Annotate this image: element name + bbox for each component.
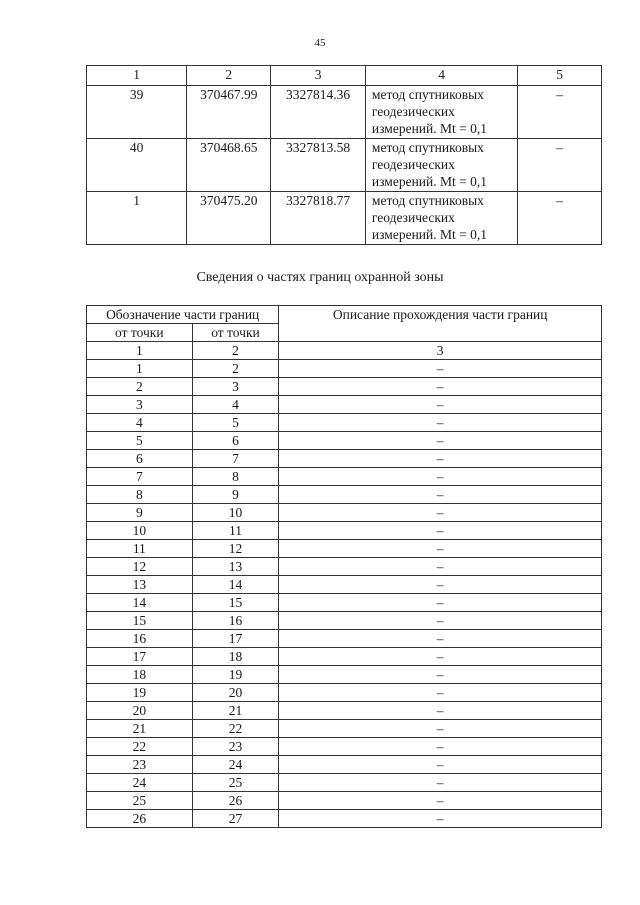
- from-point-cell: 24: [87, 774, 193, 792]
- to-point-cell: 10: [192, 504, 279, 522]
- description-cell: –: [279, 378, 602, 396]
- boundary-parts-table: [86, 305, 602, 828]
- method-line: геодезических: [371, 104, 455, 119]
- from-point-cell: 18: [87, 666, 193, 684]
- method-line: геодезических: [371, 157, 455, 172]
- from-point-cell: 13: [87, 576, 193, 594]
- description-cell: –: [279, 630, 602, 648]
- to-point-cell: 6: [192, 432, 279, 450]
- method-line: геодезических: [371, 210, 455, 225]
- numbering-cell: 1: [87, 342, 193, 360]
- from-point-cell: 26: [87, 810, 193, 828]
- from-point-cell: 7: [87, 468, 193, 486]
- numbering-cell: 2: [192, 342, 279, 360]
- method-line: измерений. Mt = 0,1: [371, 227, 487, 242]
- description-cell: –: [279, 486, 602, 504]
- table-row: [87, 504, 602, 522]
- to-point-cell: 14: [192, 576, 279, 594]
- point-number-cell: 39: [87, 86, 187, 139]
- header-cell: 1: [87, 66, 187, 86]
- table-row: [87, 450, 602, 468]
- table-row: [87, 594, 602, 612]
- from-point-cell: 12: [87, 558, 193, 576]
- to-point-cell: 25: [192, 774, 279, 792]
- table-row: [87, 648, 602, 666]
- to-point-cell: 12: [192, 540, 279, 558]
- from-point-cell: 17: [87, 648, 193, 666]
- x-coordinate-cell: 370467.99: [187, 86, 271, 139]
- method-line: метод спутниковых: [371, 87, 484, 102]
- description-cell: –: [279, 792, 602, 810]
- from-point-cell: 5: [87, 432, 193, 450]
- numbering-cell: 3: [279, 342, 602, 360]
- table-row: [87, 396, 602, 414]
- table-row: [87, 540, 602, 558]
- from-point-cell: 9: [87, 504, 193, 522]
- description-cell: –: [279, 522, 602, 540]
- description-cell: –: [279, 504, 602, 522]
- note-cell: –: [518, 192, 602, 245]
- point-number-cell: 40: [87, 139, 187, 192]
- to-point-cell: 26: [192, 792, 279, 810]
- header-from-cell: от точки: [87, 324, 193, 342]
- table-row: [87, 756, 602, 774]
- description-cell: –: [279, 576, 602, 594]
- from-point-cell: 19: [87, 684, 193, 702]
- table-row: [87, 702, 602, 720]
- description-cell: –: [279, 558, 602, 576]
- section-title: Сведения о частях границ охранной зоны: [196, 270, 444, 285]
- description-cell: –: [279, 432, 602, 450]
- y-coordinate-cell: 3327813.58: [271, 139, 366, 192]
- to-point-cell: 21: [192, 702, 279, 720]
- table-row: [87, 522, 602, 540]
- from-point-cell: 4: [87, 414, 193, 432]
- from-point-cell: 11: [87, 540, 193, 558]
- table-row: [87, 576, 602, 594]
- description-cell: –: [279, 810, 602, 828]
- y-coordinate-cell: 3327818.77: [271, 192, 366, 245]
- table-row: [87, 468, 602, 486]
- description-cell: –: [279, 648, 602, 666]
- to-point-cell: 13: [192, 558, 279, 576]
- point-number-cell: 1: [87, 192, 187, 245]
- table-row: [87, 378, 602, 396]
- to-point-cell: 5: [192, 414, 279, 432]
- to-point-cell: 7: [192, 450, 279, 468]
- method-line: измерений. Mt = 0,1: [371, 121, 487, 136]
- description-cell: –: [279, 414, 602, 432]
- from-point-cell: 20: [87, 702, 193, 720]
- to-point-cell: 19: [192, 666, 279, 684]
- header-cell: 3: [271, 66, 366, 86]
- note-cell: –: [518, 139, 602, 192]
- table-row: [87, 612, 602, 630]
- table-row: [87, 86, 602, 139]
- from-point-cell: 15: [87, 612, 193, 630]
- description-cell: –: [279, 756, 602, 774]
- table-row: [87, 738, 602, 756]
- to-point-cell: 24: [192, 756, 279, 774]
- method-cell: [365, 86, 517, 139]
- page-number: 45: [314, 37, 326, 49]
- to-point-cell: 27: [192, 810, 279, 828]
- table-row: [87, 666, 602, 684]
- method-cell: [365, 139, 517, 192]
- coordinates-table: [86, 65, 602, 245]
- description-cell: –: [279, 612, 602, 630]
- table-header-row: [87, 306, 602, 324]
- to-point-cell: 2: [192, 360, 279, 378]
- from-point-cell: 22: [87, 738, 193, 756]
- table-row: [87, 432, 602, 450]
- description-cell: –: [279, 720, 602, 738]
- from-point-cell: 3: [87, 396, 193, 414]
- table-row: [87, 792, 602, 810]
- header-cell: 2: [187, 66, 271, 86]
- method-cell: [365, 192, 517, 245]
- header-cell: 5: [518, 66, 602, 86]
- x-coordinate-cell: 370475.20: [187, 192, 271, 245]
- description-cell: –: [279, 594, 602, 612]
- table-row: [87, 139, 602, 192]
- description-cell: –: [279, 774, 602, 792]
- header-cell: 4: [365, 66, 517, 86]
- header-group-cell: Обозначение части границ: [87, 306, 279, 324]
- table-row: [87, 720, 602, 738]
- description-cell: –: [279, 360, 602, 378]
- header-desc-cell: Описание прохождения части границ: [279, 306, 602, 342]
- x-coordinate-cell: 370468.65: [187, 139, 271, 192]
- description-cell: –: [279, 450, 602, 468]
- from-point-cell: 23: [87, 756, 193, 774]
- from-point-cell: 16: [87, 630, 193, 648]
- table-row: [87, 414, 602, 432]
- header-to-cell: от точки: [192, 324, 279, 342]
- description-cell: –: [279, 702, 602, 720]
- table-row: [87, 192, 602, 245]
- table-row: [87, 360, 602, 378]
- to-point-cell: 8: [192, 468, 279, 486]
- table-row: [87, 684, 602, 702]
- table-row: [87, 774, 602, 792]
- y-coordinate-cell: 3327814.36: [271, 86, 366, 139]
- method-line: измерений. Mt = 0,1: [371, 174, 487, 189]
- to-point-cell: 23: [192, 738, 279, 756]
- to-point-cell: 11: [192, 522, 279, 540]
- from-point-cell: 6: [87, 450, 193, 468]
- from-point-cell: 1: [87, 360, 193, 378]
- description-cell: –: [279, 666, 602, 684]
- description-cell: –: [279, 738, 602, 756]
- table-header-row: [87, 66, 602, 86]
- description-cell: –: [279, 468, 602, 486]
- method-line: метод спутниковых: [371, 193, 484, 208]
- numbering-row: [87, 342, 602, 360]
- to-point-cell: 4: [192, 396, 279, 414]
- table-row: [87, 558, 602, 576]
- description-cell: –: [279, 684, 602, 702]
- to-point-cell: 9: [192, 486, 279, 504]
- to-point-cell: 17: [192, 630, 279, 648]
- from-point-cell: 21: [87, 720, 193, 738]
- from-point-cell: 2: [87, 378, 193, 396]
- to-point-cell: 15: [192, 594, 279, 612]
- to-point-cell: 16: [192, 612, 279, 630]
- from-point-cell: 25: [87, 792, 193, 810]
- description-cell: –: [279, 396, 602, 414]
- note-cell: –: [518, 86, 602, 139]
- table-row: [87, 630, 602, 648]
- from-point-cell: 10: [87, 522, 193, 540]
- to-point-cell: 18: [192, 648, 279, 666]
- table-row: [87, 486, 602, 504]
- to-point-cell: 20: [192, 684, 279, 702]
- table-row: [87, 810, 602, 828]
- to-point-cell: 3: [192, 378, 279, 396]
- from-point-cell: 8: [87, 486, 193, 504]
- method-line: метод спутниковых: [371, 140, 484, 155]
- description-cell: –: [279, 540, 602, 558]
- to-point-cell: 22: [192, 720, 279, 738]
- from-point-cell: 14: [87, 594, 193, 612]
